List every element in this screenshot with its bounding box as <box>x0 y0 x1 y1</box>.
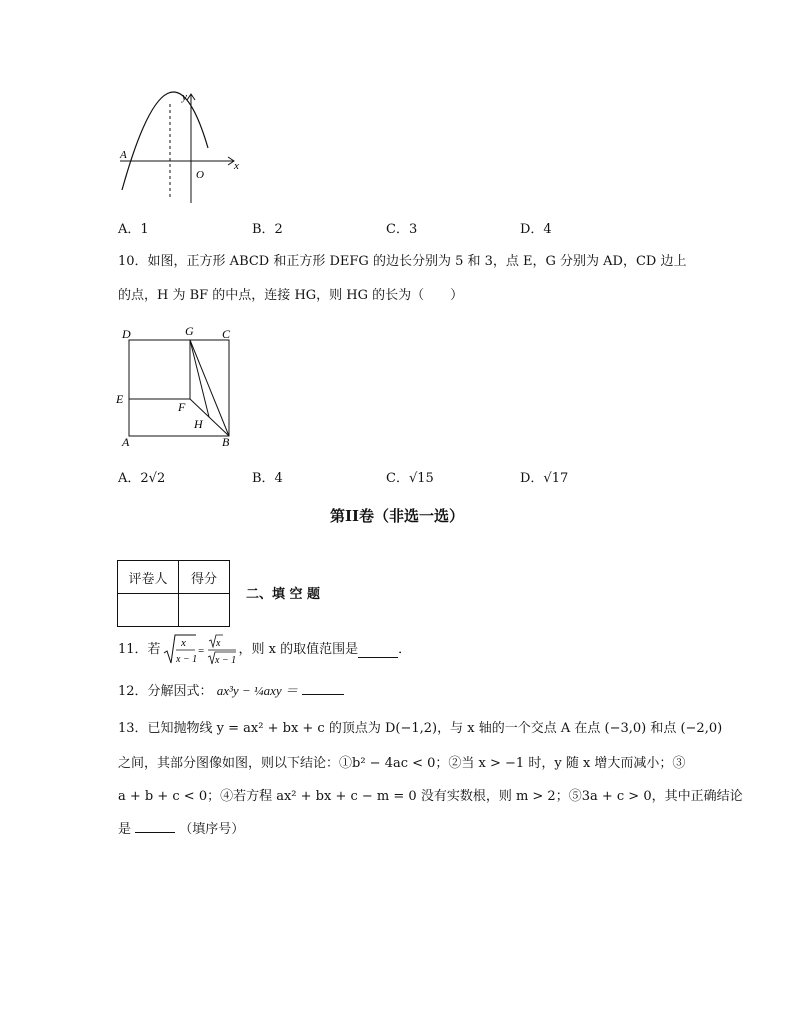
q13-line2: 之间，其部分图像如图，则以下结论：①b² − 4ac < 0；②当 x > −1 时，y 随 x 增大而减小；③ <box>118 756 686 771</box>
section-title: 第II卷（非选一选） <box>329 507 465 525</box>
q12 <box>118 680 344 701</box>
squares-figure <box>112 322 242 448</box>
q13-line4-post: （填序号） <box>179 822 245 837</box>
svg-text:=: = <box>197 645 204 657</box>
q13-line3: a + b + c < 0；④若方程 ax² + bx + c − m = 0 没有实数根，则 m > 2；⑤3a + c > 0，其中正确结论 <box>118 789 743 804</box>
label-x: x <box>234 160 239 172</box>
q13-answer-blank[interactable] <box>135 818 175 833</box>
q11-formula <box>163 633 237 667</box>
svg-text:x: x <box>180 637 186 649</box>
q13-line1: 13．已知抛物线 y = ax² + bx + c 的顶点为 D(−1,2)，与 x 轴的一个交点 A 在点 (−3,0) 和点 (−2,0) <box>118 721 723 736</box>
label-A: A <box>120 149 127 161</box>
q11 <box>118 633 411 667</box>
q12-expression: ax³y − ¼axy ＝ <box>216 683 298 698</box>
label-A2: A <box>122 435 130 448</box>
q9-option-c: C．3 <box>386 222 418 237</box>
label-E: E <box>116 392 124 406</box>
svg-text:x − 1: x − 1 <box>175 654 197 665</box>
label-G: G <box>185 324 194 338</box>
section2-heading: 二、填 空 题 <box>246 587 321 602</box>
q9-option-a: A．1 <box>118 222 149 237</box>
parabola-figure <box>112 88 252 208</box>
q10-line2: 的点，H 为 BF 的中点，连接 HG，则 HG 的长为（ ） <box>118 288 464 303</box>
q11-answer-blank[interactable] <box>358 643 398 658</box>
q10-line1: 10．如图，正方形 ABCD 和正方形 DEFG 的边长分别为 5 和 3，点 E，G 分别为 AD，CD 边上 <box>118 254 687 269</box>
label-F: F <box>178 400 186 414</box>
q12-prefix: 12．分解因式： <box>118 684 213 699</box>
label-C: C <box>222 327 231 341</box>
score-header-score: 得分 <box>179 561 230 594</box>
q10-option-b: B．4 <box>252 471 283 486</box>
q10-option-d: D．√17 <box>520 471 569 486</box>
label-O: O <box>196 169 204 181</box>
score-cell-score[interactable] <box>179 594 230 627</box>
svg-text:x: x <box>215 638 220 649</box>
q12-answer-blank[interactable] <box>302 680 344 695</box>
label-y: y <box>182 91 187 103</box>
label-H: H <box>194 417 203 431</box>
label-D: D <box>122 327 131 341</box>
q11-suffix: ，则 x 的取值范围是 <box>238 642 359 657</box>
score-cell-grader[interactable] <box>118 594 179 627</box>
q10-option-a: A．2√2 <box>118 471 166 486</box>
q13-line4-pre: 是 <box>118 822 132 837</box>
svg-text:x − 1: x − 1 <box>214 655 236 666</box>
label-B: B <box>222 435 230 448</box>
q11-end: ． <box>398 642 412 657</box>
q9-option-b: B．2 <box>252 222 283 237</box>
q10-option-c: C．√15 <box>386 471 434 486</box>
q13-line4 <box>118 818 244 839</box>
score-table <box>117 560 230 627</box>
q9-option-d: D．4 <box>520 222 552 237</box>
q11-prefix: 11．若 <box>118 642 161 657</box>
score-header-grader: 评卷人 <box>118 561 179 594</box>
